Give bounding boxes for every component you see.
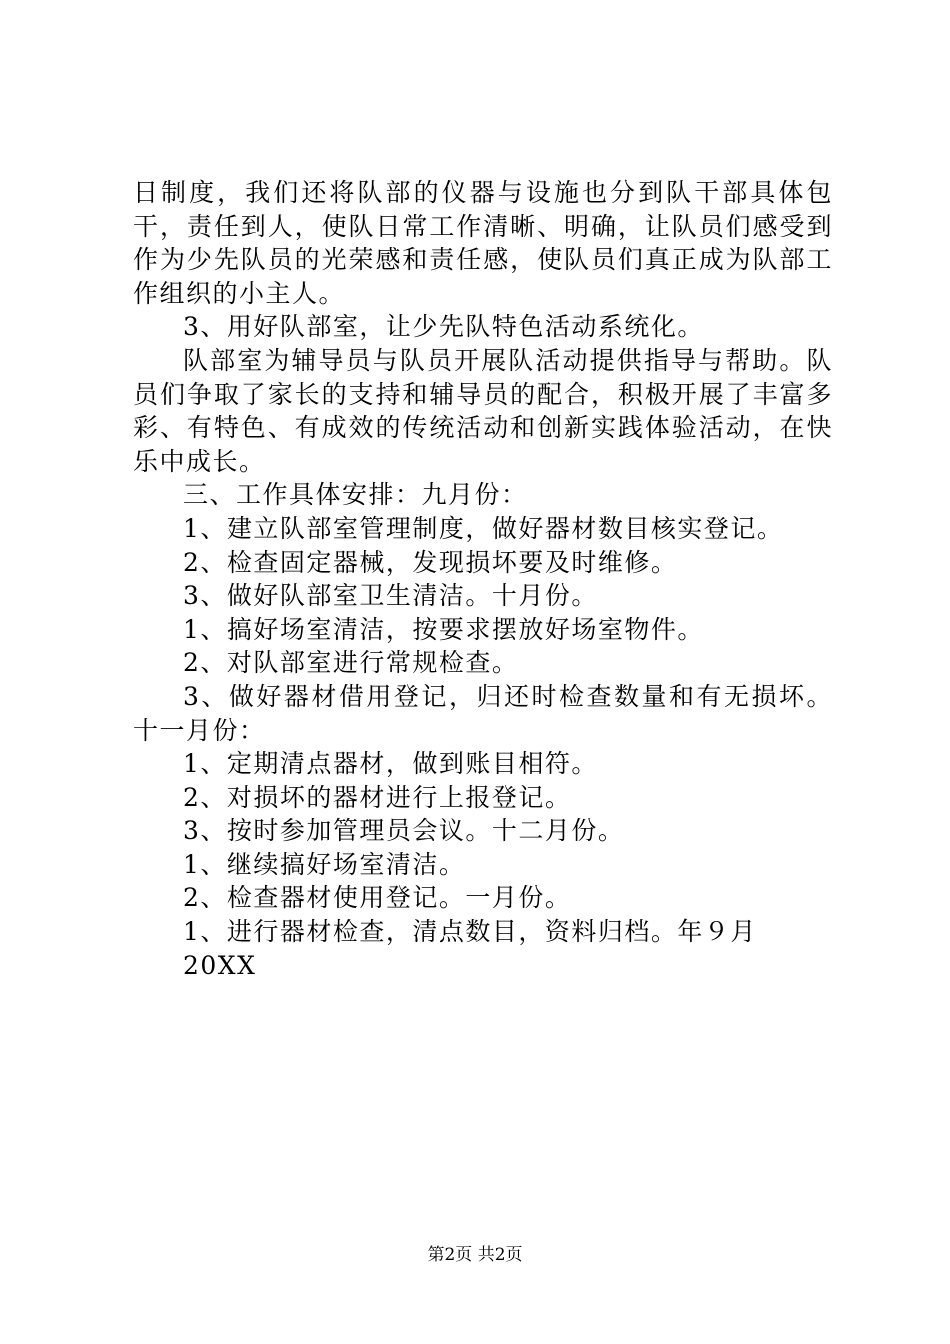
list-item: 1、建立队部室管理制度，做好器材数目核实登记。	[183, 513, 784, 543]
paragraph-activities: 队部室为辅导员与队员开展队活动提供指导与帮助。队员们争取了家长的支持和辅导员的配合，积极开展了丰富多彩、有特色、有成效的传统活动和创新实践体验活动，在快乐中成长。	[133, 345, 833, 476]
list-item: 2、检查固定器械，发现损坏要及时维修。	[183, 547, 678, 577]
document-body	[133, 176, 833, 982]
list-item: 2、对队部室进行常规检查。	[183, 648, 519, 678]
paragraph-schedule-heading: 三、工作具体安排：九月份：	[183, 480, 528, 510]
list-item: 1、搞好场室清洁，按要求摆放好场室物件。	[183, 614, 704, 644]
list-item: 3、按时参加管理员会议。十二月份。	[183, 816, 625, 846]
list-item: 3、做好器材借用登记，归还时检查数量和有无损坏。十一月份：	[133, 681, 833, 745]
list-item: 1、进行器材检查，清点数目，资料归档。年９月	[183, 917, 757, 947]
list-item: 1、继续搞好场室清洁。	[183, 849, 466, 879]
list-item: 2、对损坏的器材进行上报登记。	[183, 782, 572, 812]
paragraph-section-3: 3、用好队部室，让少先队特色活动系统化。	[183, 312, 704, 342]
page-footer	[0, 1244, 950, 1266]
paragraph-continuation: 日制度，我们还将队部的仪器与设施也分到队干部具体包干，责任到人，使队日常工作清晰、明确，让队员们感受到作为少先队员的光荣感和责任感，使队员们真正成为队部工作组织的小主人。	[133, 178, 833, 308]
list-item: 2、检查器材使用登记。一月份。	[183, 883, 572, 913]
list-item: 3、做好队部室卫生清洁。十月份。	[183, 581, 598, 611]
document-date: 20XX	[183, 950, 257, 980]
page-number: 第2页 共2页	[427, 1245, 523, 1265]
list-item: 1、定期清点器材，做到账目相符。	[183, 749, 598, 779]
